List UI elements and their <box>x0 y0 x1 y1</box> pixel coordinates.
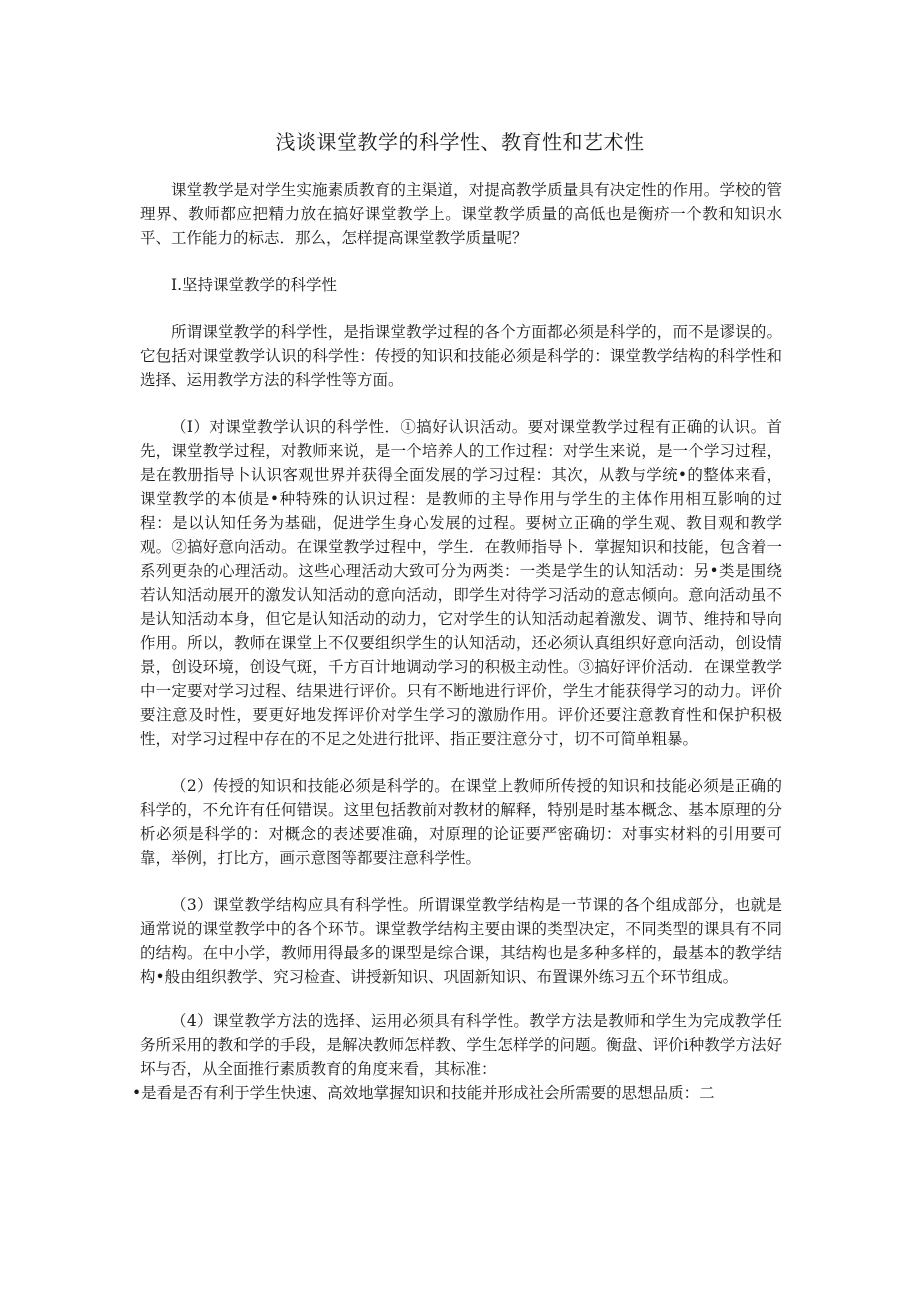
point-1-paragraph: （I）对课堂教学认识的科学性．①搞好认识活动。要对课堂教学过程有正确的认识。首先，课堂教学过程，对教师来说，是一个培养人的工作过程：对学生来说，是一个学习过程，是在教册指导卜认识客观世界并获得全面发展的学习过程：其次，从教与学统•的整体来看，课堂教学的本侦是•种特殊的认识过程：是教师的主导作用与学生的主体作用相互影响的过程：是以认知任务为基础，促进学生身心发展的过程。要树立正确的学生观、教目观和教学观。②搞好意向活动。在课堂教学过程中，学生．在教师指导卜．掌握知识和技能，包含着一系列更杂的心理活动。这些心理活动大致可分为两类：一类是学生的认知活动：另•类是围绕若认知活动展开的激发认知活动的意向活动，即学生对待学习活动的意志倾向。意向活动虽不是认知活动本身，但它是认知活动的动力，它对学生的认知活动起着激发、调节、维持和导向作用。所以，教师在课堂上不仅要组织学生的认知活动，还必须认真组织好意向活动，创设情景，创设环境，创设气斑，千方百计地调动学习的积极主动性。③搞好评价活动．在课堂教学中一定要对学习过程、结果进行评价。只有不断地进行评价，学生才能获得学习的动力。评价要注意及时性，要更好地发挥评价对学生学习的激励作用。评价还要注意教育性和保护积极性，对学习过程中存在的不足之处进行批评、指正要注意分寸，切不可简单粗暴。 <box>140 418 782 748</box>
point-4-paragraph: （4）课堂教学方法的选择、运用必须具有科学性。教学方法是教师和学生为完成教学任务所采用的教和学的手段，是解决教师怎样教、学生怎样学的问题。衡盘、评价i种教学方法好坏与否，从全面推行素质教育的角度来看，其标准： <box>140 1012 782 1078</box>
intro-paragraph: 课堂教学是对学生实施素质教育的主渠道，对提高教学质量具有决定性的作用。学校的管理界、教师都应把精力放在搞好课堂教学上。课堂教学质量的高低也是衡疥一个教和知识水平、工作能力的标志．那么，怎样提高课堂教学质量呢？ <box>140 181 782 247</box>
section-heading: I.坚持课堂教学的科学性 <box>171 276 338 294</box>
criteria-bullet-line: •是看是否有利于学生快速、高效地掌握知识和技能并形成社会所需要的思想品质：二 <box>132 1084 715 1102</box>
document-title: 浅谈课堂教学的科学性、教育性和艺术性 <box>275 130 645 154</box>
document-body <box>132 178 782 1105</box>
section-intro-paragraph: 所谓课堂教学的科学性，是指课堂教学过程的各个方面都必须是科学的，而不是谬误的。它包括对课堂教学认识的科学性：传授的知识和技能必须是科学的：课堂教学结构的科学性和选择、运用教学方法的科学性等方面。 <box>140 323 782 389</box>
point-3-paragraph: （3）课堂教学结构应具有科学性。所谓课堂教学结构是一节课的各个组成部分，也就是通常说的课堂教学中的各个环节。课堂教学结构主要由课的类型决定，不同类型的课具有不同的结构。在中小学，教师用得最多的课型是综合课，其结构也是多种多样的，最基本的教学结构•般由组织教学、究习检查、讲授新知识、巩固新知识、布置课外练习五个环节组成。 <box>140 896 782 986</box>
point-2-paragraph: （2）传授的知识和技能必须是科学的。在课堂上教师所传授的知识和技能必须是正确的科学的，不允许有任何错误。这里包括教前对教材的解释，特别是时基本概念、基本原理的分析必须是科学的：对概念的表述要准确，对原理的论证要严密确切：对事实材料的引用要可靠，举例，打比方，画示意图等都要注意科学性。 <box>140 777 782 867</box>
